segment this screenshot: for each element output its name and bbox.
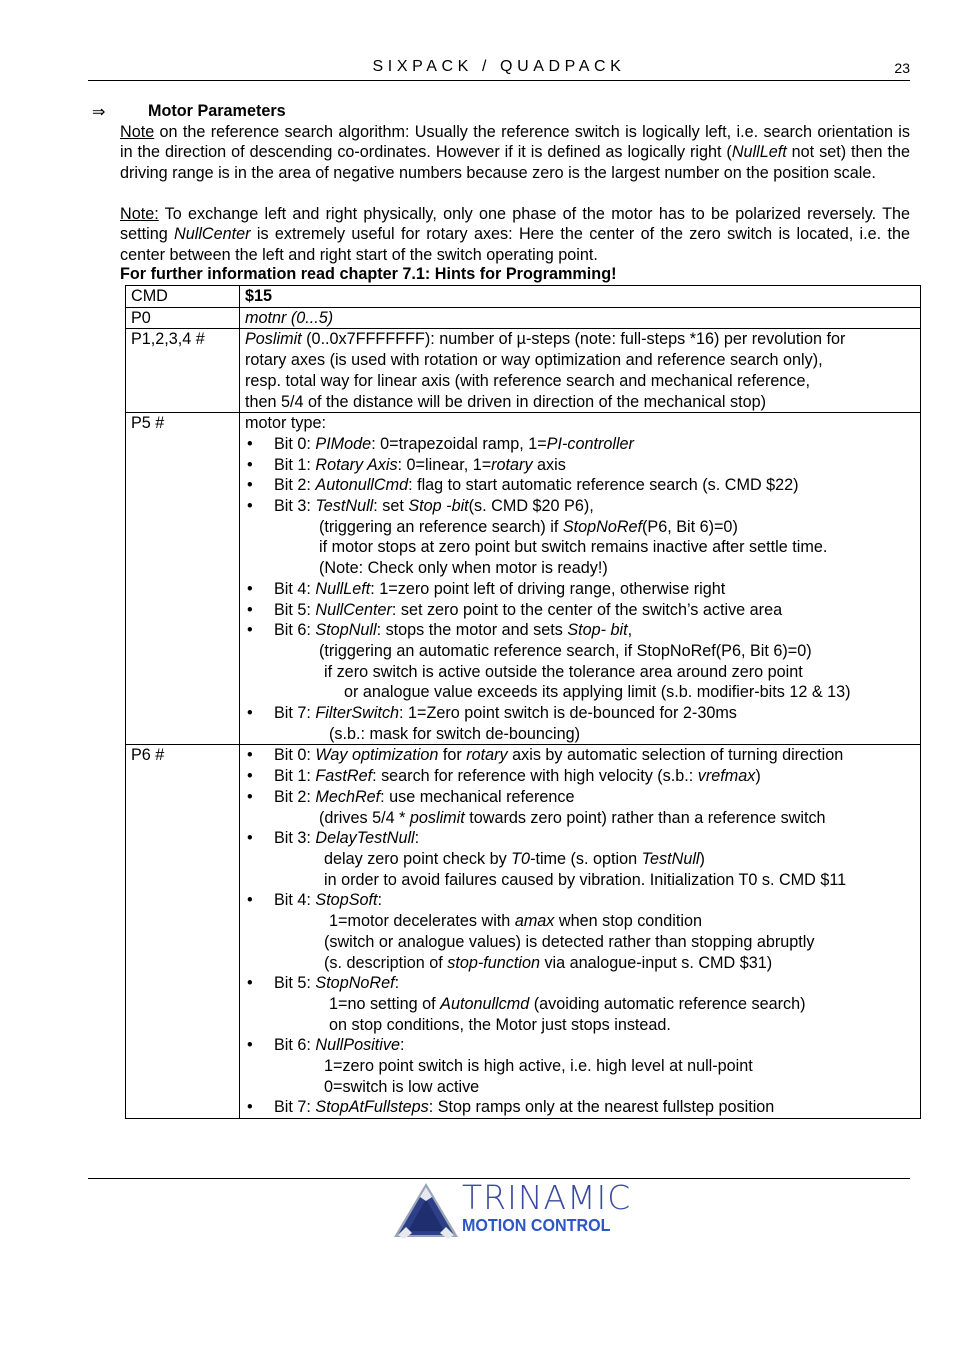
section-title: Motor Parameters: [148, 102, 286, 120]
note-reference-search: Note on the reference search algorithm: Usually the reference switch is logically left, i.e. search orientation is in the direction of descending co-ordinates. However if it is defined as logically right (NullLeft not set) then the driving range is in the area of negative numbers because zero is the largest number on the position scale.: [120, 123, 910, 182]
note-label: Note: [120, 123, 155, 141]
list-item: • Bit 7: StopAtFullsteps: Stop ramps only at the nearest fullstep position: [245, 1097, 914, 1118]
note-exchange-left-right: Note: To exchange left and right physically, only one phase of the motor has to be polarized reversely. The setting NullCenter is extremely useful for rotary axes: Here the center of the zero switch is located, i.e. the center between the left and right start of the switch operating point.: [120, 205, 910, 264]
p6-label: P6 #: [126, 745, 240, 1119]
logo-wordmark: TRINAMIC: [462, 1178, 632, 1217]
trinamic-triangle-logo-icon: [392, 1181, 460, 1241]
p5-intro: motor type:: [245, 414, 326, 433]
p1234-label: P1,2,3,4 #: [126, 329, 240, 413]
list-item: • Bit 6: NullPositive:: [245, 1035, 914, 1056]
table-row-p5: [126, 413, 921, 745]
cmd-value: $15: [240, 286, 921, 308]
cmd-label: CMD: [126, 286, 240, 308]
p0-value: motnr (0...5): [240, 307, 921, 329]
list-item: • Bit 0: Way optimization for rotary axis by automatic selection of turning direction: [245, 745, 914, 766]
list-item: • Bit 0: PIMode: 0=trapezoidal ramp, 1=PI-controller: [245, 434, 914, 455]
programming-hint: For further information read chapter 7.1: Hints for Programming!: [120, 265, 617, 283]
list-item: • Bit 1: Rotary Axis: 0=linear, 1=rotary axis: [245, 455, 914, 476]
list-item: • Bit 3: TestNull: set Stop -bit(s. CMD $20 P6),: [245, 496, 914, 517]
p0-label: P0: [126, 307, 240, 329]
list-item: • Bit 3: DelayTestNull:: [245, 828, 914, 849]
p1234-description: Poslimit (0..0x7FFFFFFF): number of µ-steps (note: full-steps *16) per revolution for rotary axes (is used with rotation or way optimization and reference search only), resp. total way for linear axis (with reference search and mechanical reference, then 5/4 of the distance will be driven in direction of the mechanical stop): [240, 329, 921, 413]
note-label: Note:: [120, 205, 159, 223]
list-item: • Bit 2: MechRef: use mechanical reference: [245, 787, 914, 808]
list-item: • Bit 2: AutonullCmd: flag to start automatic reference search (s. CMD $22): [245, 475, 914, 496]
list-item: • Bit 5: StopNoRef:: [245, 973, 914, 994]
header-title: SIXPACK / QUADPACK: [372, 58, 626, 75]
page-number: 23: [894, 60, 910, 76]
table-row-p0: [126, 307, 921, 329]
parameter-table: [125, 285, 921, 1119]
list-item: • Bit 7: FilterSwitch: 1=Zero point switch is de-bounced for 2-30ms: [245, 703, 914, 724]
list-item: • Bit 6: StopNull: stops the motor and sets Stop- bit,: [245, 620, 914, 641]
section-arrow-icon: ⇒: [92, 104, 106, 121]
table-row-cmd: [126, 286, 921, 308]
list-item: • Bit 5: NullCenter: set zero point to the center of the switch’s active area: [245, 600, 914, 621]
header-divider: [88, 80, 910, 81]
table-row-p1234: [126, 329, 921, 413]
p5-description: motor type: • Bit 0: PIMode: 0=trapezoidal ramp, 1=PI-controller • Bit 1: Rotary Axis: 0=linear, 1=rotary axis • Bit 2: AutonullCmd: flag to start automatic reference search (s. CMD $22) • Bit 3: TestNull: set Stop -bit(s. CMD $20 P6), (triggering an reference search) if StopNoRef(P6, Bit 6)=0) if motor stops at zero point but switch remains inactive after settle time. (Note: Check only when motor is ready!) • Bit 4: NullLeft: 1=zero point left of driving range, otherwise right • Bit 5: NullCenter: set zero point to the center of the switch’s active area • Bit 6: StopNull: stops the motor and sets Stop- bit, (triggering an automatic reference search, if StopNoRef(P6, Bit 6)=0) if zero switch is active outside the tolerance area around zero point or analogue value exceeds its applying limit (s.b. modifier-bits 12 & 13) • Bit 7: FilterSwitch: 1=Zero point switch is de-bounced for 2-30ms (s.b.: mask for switch de-bouncing): [240, 413, 921, 745]
p5-label: P5 #: [126, 413, 240, 745]
logo-tagline: MOTION CONTROL: [462, 1215, 611, 1235]
list-item: • Bit 1: FastRef: search for reference with high velocity (s.b.: vrefmax): [245, 766, 914, 787]
list-item: • Bit 4: NullLeft: 1=zero point left of driving range, otherwise right: [245, 579, 914, 600]
table-row-p6: [126, 745, 921, 1119]
list-item: • Bit 4: StopSoft:: [245, 890, 914, 911]
p6-description: • Bit 0: Way optimization for rotary axis by automatic selection of turning direction • Bit 1: FastRef: search for reference with high velocity (s.b.: vrefmax) • Bit 2: MechRef: use mechanical reference (drives 5/4 * poslimit towards zero point) rather than a reference switch • Bit 3: DelayTestNull: delay zero point check by T0-time (s. option TestNull) in order to avoid failures caused by vibration. Initialization T0 s. CMD $11 • Bit 4: StopSoft: 1=motor decelerates with amax when stop condition (switch or analogue values) is detected rather than stopping abruptly (s. description of stop-function via analogue-input s. CMD $31) • Bit 5: StopNoRef: 1=no setting of Autonullcmd (avoiding automatic reference search) on stop conditions, the Motor just stops instead. • Bit 6: NullPositive: 1=zero point switch is high active, i.e. high level at null-point 0=switch is low active • Bit 7: StopAtFullsteps: Stop ramps only at the nearest fullstep position: [240, 745, 921, 1119]
